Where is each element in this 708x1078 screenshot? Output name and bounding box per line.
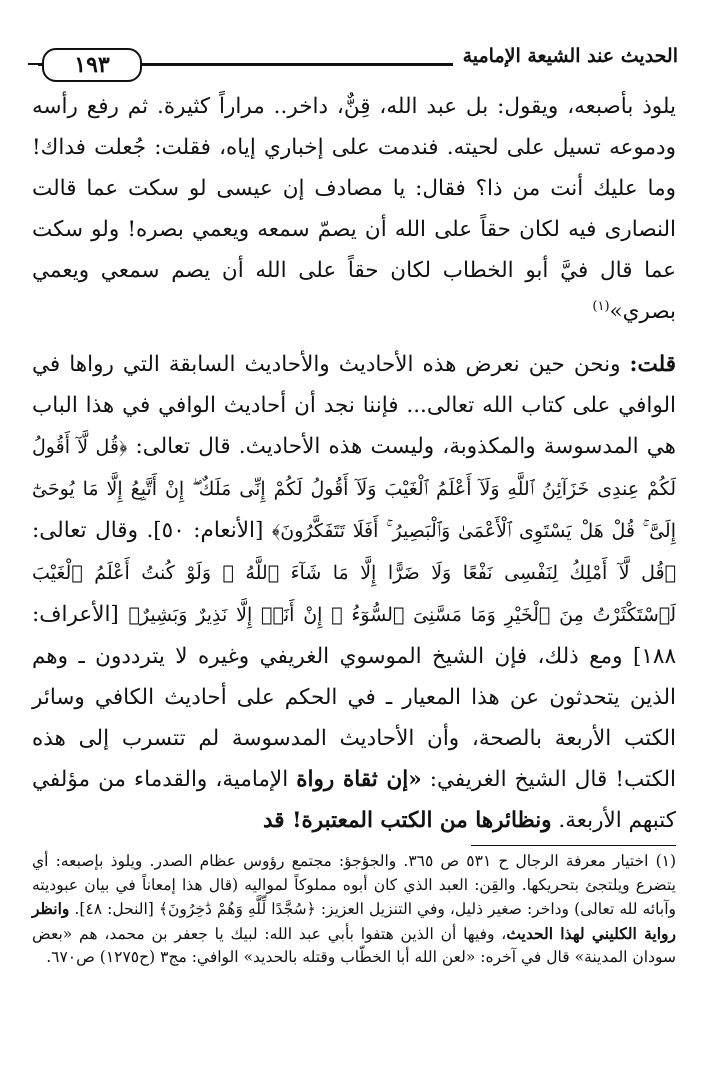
footnote-1 (32, 850, 676, 970)
quote-bold-2: ونظائرها من الكتب المعتبرة! قد (263, 808, 552, 833)
quran-verse-1: ﴿قُل لَّآ أَقُولُ لَكُمْ عِندِى خَزَآئِنُ ٱللَّهِ وَلَآ أَعْلَمُ ٱلْغَيْبَ وَلَآ أَقُولُ لَكُمْ إِنِّى مَلَكٌ ۖ إِنْ أَتَّبِعُ إِلَّا مَا يُوحَىٰٓ إِلَىَّ ۚ قُلْ هَلْ يَسْتَوِى ٱلْأَعْمَىٰ وَٱلْبَصِيرُ ۚ أَفَلَا تَتَفَكَّرُونَ﴾ (32, 436, 676, 542)
main-text (32, 86, 676, 841)
footnote-1-text-a: (١) اختيار معرفة الرجال ح ٥٣١ ص ٣٦٥. والجؤجؤ: مجتمع رؤوس عظام الصدر. ويلوذ بإصبعه: أي يتضرع ويلتجئ بتحريكها. والقِن: العبد الذي كان أبوه مملوكاً لمواليه (قال هذا إمعاناً في بيان عبوديته وآبائه لله تعالى) وداخر: صغير ذليل، وفي التنزيل العزيز: (32, 852, 677, 918)
paragraph-1-text: يلوذ بأصبعه، ويقول: بل عبد الله، قِنٌّ، داخر.. مراراً كثيرة. ثم رفع رأسه ودموعه تسيل على لحيته. فندمت على إخباري إياه، فقلت: جُعلت فداك! وما عليك أنت من ذا؟ فقال: يا مصادف إن عيسى لو سكت عما قالت النصارى فيه لكان حقاً على الله أن يصمّ سمعه ويعمي بصره! ولو سكت عما قال فيَّ أبو الخطاب لكان حقاً على الله أن يصم سمعي ويعمي بصري» (32, 94, 676, 324)
page-header (24, 36, 684, 84)
footnote-ref: (١) (592, 298, 610, 314)
page-number: ١٩٣ (42, 48, 142, 82)
footnote-1-text-b: [النحل: ٤٨]. (69, 900, 159, 918)
footnote-verse: ﴿سُجَّدًا لِّلَّهِ وَهُمْ دَٰخِرُونَ﴾ (158, 900, 316, 918)
paragraph-1 (32, 86, 676, 332)
qult-label: قلت: (629, 352, 676, 377)
footnote-bold-ref: وانظر رواية الكليني لهذا الحديث (32, 899, 676, 943)
quran-verse-2: ﴿قُل لَّآ أَمْلِكُ لِنَفْسِى نَفْعًا وَلَا ضَرًّا إِلَّا مَا شَآءَ ٱللَّهُ ۚ وَلَوْ كُنتُ أَعْلَمُ ٱلْغَيْبَ لَٱسْتَكْثَرْتُ مِنَ ٱلْخَيْرِ وَمَا مَسَّنِىَ ٱلسُّوٓءُ ۚ إِنْ أَنَا۠ إِلَّا نَذِيرٌ وَبَشِيرٌ﴾ (32, 562, 677, 626)
footnotes (32, 850, 676, 970)
paragraph-2-text-b: الإمامية، والقدماء من مؤلفي كتبهم الأربعة. (32, 767, 676, 833)
verse-2-reference: [الأعراف: ١٨٨] ومع ذلك، فإن الشيخ الموسوي الغريفي وغيره لا يترددون ـ وهم الذين يتحدثون عن هذا المعيار ـ في الحكم على أحاديث الكافي وسائر الكتب الأربعة بالصحة، وأن الأحاديث المدسوسة لم تتسرب إلى هذه الكتب! قال الشيخ الغريفي: (32, 602, 676, 792)
quote-bold-1: «إن ثقاة رواة (296, 767, 422, 792)
running-title: الحديث عند الشيعة الإمامية (453, 45, 678, 67)
paragraph-2-text-a: ونحن حين نعرض هذه الأحاديث والأحاديث السابقة التي رواها في الوافي على كتاب الله تعالى... فإننا نجد أن أحاديث الوافي في هذا الباب هي المدسوسة والمكذوبة، وليست هذه الأحاديث. قال تعالى: (32, 352, 676, 459)
paragraph-2 (32, 344, 676, 841)
footnote-1-text-c: ، وفيها أن الذين هتفوا بأبي عبد الله: لبيك يا جعفر بن محمد، هم «بعض سودان المدينة» قال في آخره: «لعن الله أبا الخطّاب وقتله بالحديد» الوافي: مج٣ (ح١٢٧٥) ص٦٧٠. (32, 924, 676, 966)
footnote-divider (471, 845, 676, 846)
verse-1-reference: [الأنعام: ٥٠]. وقال تعالى: (32, 518, 272, 543)
